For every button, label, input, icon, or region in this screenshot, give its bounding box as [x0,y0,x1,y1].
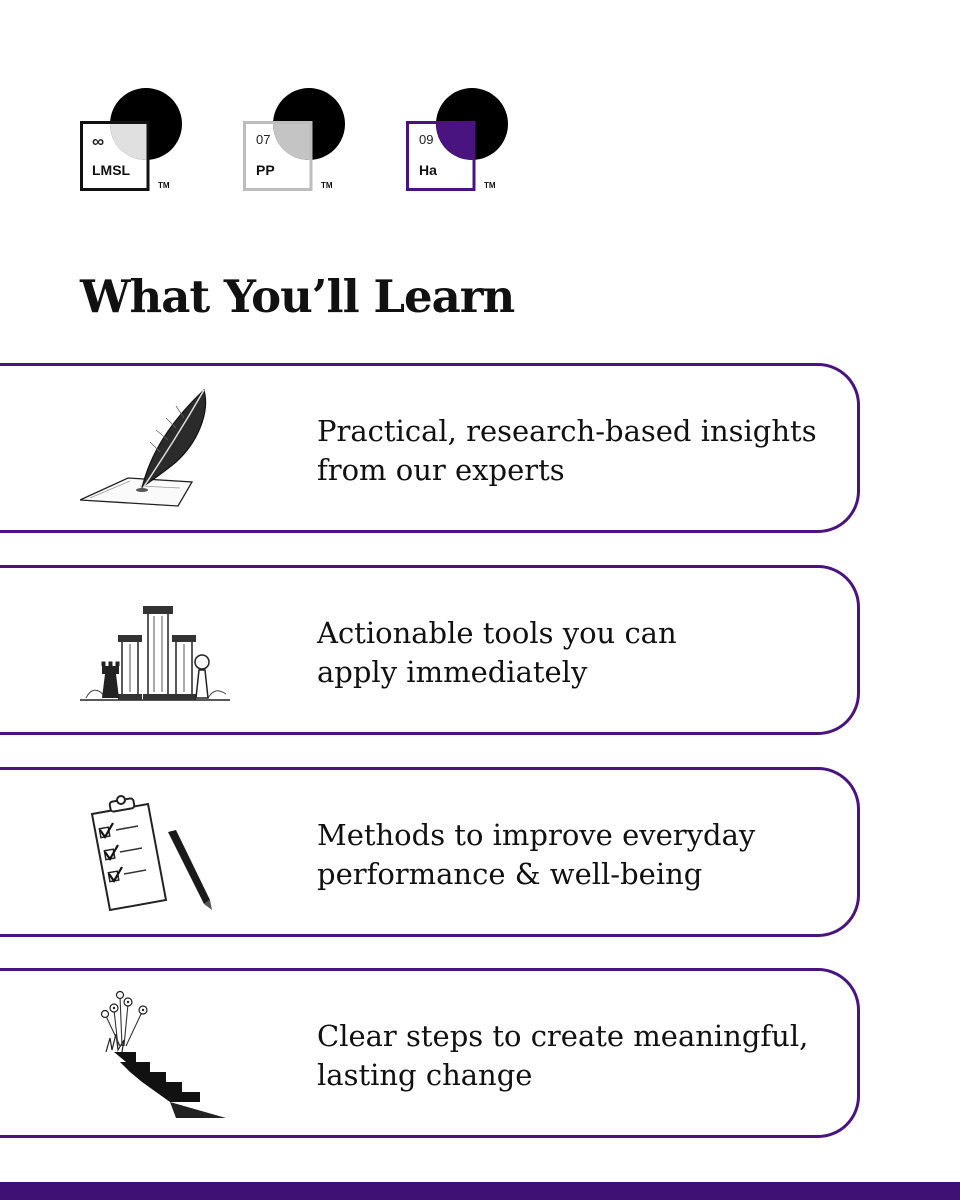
logo-ha-trademark: TM [484,181,496,190]
learning-item-text [317,816,857,894]
logo-ha-symbol: Ha [419,162,437,178]
logo-lmsl-trademark: TM [158,181,170,190]
logo-ha-number: 09 [419,132,434,147]
learning-item-line: Methods to improve everyday [317,818,756,852]
learning-item-text [317,412,857,490]
learning-item-text [317,1017,857,1095]
logo-lmsl [80,88,190,198]
learning-item-line: Practical, research-based insights [317,414,817,448]
learning-item-line: performance & well-being [317,857,703,891]
logo-lmsl-symbol: LMSL [92,162,131,178]
learning-item-line: Actionable tools you can [317,616,677,650]
logo-pp-number: 07 [256,132,271,147]
quill-icon [80,382,230,512]
logo-pp [243,88,353,198]
learning-item-line: from our experts [317,453,565,487]
pillars-chess-icon [80,590,230,720]
logo-pp-symbol: PP [256,162,275,178]
learning-item-text [317,614,857,692]
page-title: What You’ll Learn [80,270,515,323]
logo-lmsl-number: ∞ [92,132,105,151]
logo-ha [406,88,516,198]
logo-pp-trademark: TM [321,181,333,190]
clipboard-checklist-icon [80,792,230,922]
learning-item-line: lasting change [317,1058,533,1092]
learning-item-line: apply immediately [317,655,588,689]
learning-item-line: Clear steps to create meaningful, [317,1019,809,1053]
flower-staircase-icon [80,990,230,1120]
footer-accent-bar [0,1182,960,1200]
